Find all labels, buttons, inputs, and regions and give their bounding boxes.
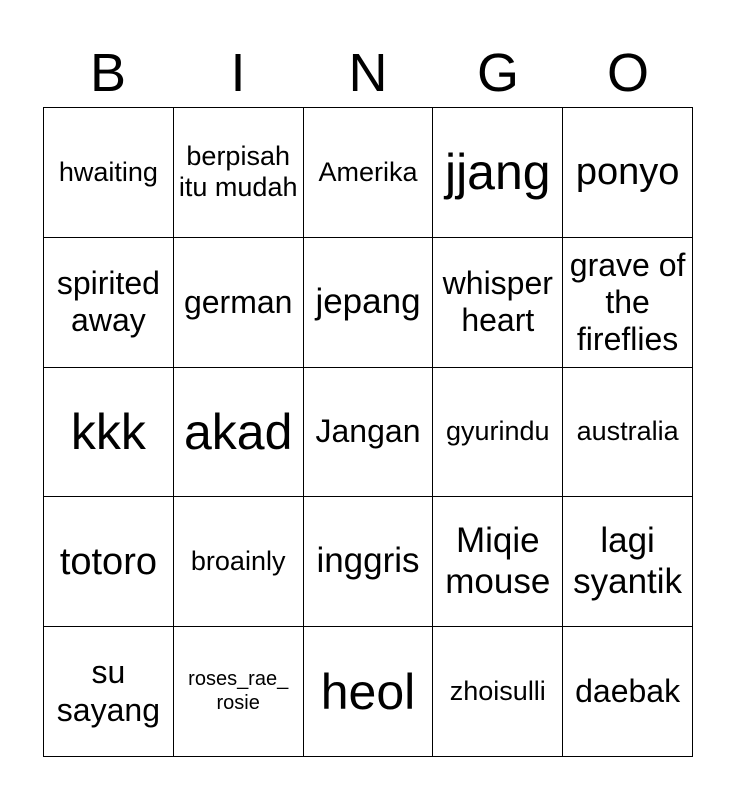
bingo-cell[interactable]	[44, 238, 174, 368]
header-letter-i: I	[230, 43, 246, 103]
bingo-cell[interactable]	[304, 627, 434, 757]
bingo-cell[interactable]	[563, 368, 693, 498]
bingo-cell[interactable]	[304, 497, 434, 627]
cell-text: lagi syantik	[573, 521, 683, 601]
bingo-cell[interactable]	[174, 368, 304, 498]
bingo-cell[interactable]	[174, 497, 304, 627]
cell-text: Jangan	[315, 413, 421, 450]
cell-text: hwaiting	[58, 156, 158, 187]
bingo-cell[interactable]	[304, 368, 434, 498]
bingo-cell[interactable]	[433, 497, 563, 627]
bingo-cell[interactable]	[44, 497, 174, 627]
cell-text: daebak	[575, 673, 681, 710]
cell-text: berpisah itu mudah	[178, 141, 298, 203]
cell-text: grave of the fireflies	[569, 246, 686, 357]
bingo-cell[interactable]	[44, 627, 174, 757]
bingo-cell[interactable]	[433, 368, 563, 498]
bingo-cell[interactable]	[433, 627, 563, 757]
cell-text: heol	[320, 663, 416, 720]
cell-text: Miqie mouse	[445, 521, 551, 601]
cell-text: spirited away	[56, 265, 160, 339]
bingo-cell[interactable]	[304, 238, 434, 368]
bingo-board	[43, 107, 693, 757]
bingo-cell[interactable]	[433, 108, 563, 238]
header-letter-o: O	[606, 43, 649, 103]
cell-text: zhoisulli	[449, 675, 546, 706]
cell-text: inggris	[316, 541, 420, 581]
header-letter-b: B	[89, 43, 127, 103]
header-letter-g: G	[476, 43, 519, 103]
header-letter-n: N	[348, 43, 388, 103]
bingo-cell[interactable]	[174, 108, 304, 238]
bingo-cell[interactable]	[44, 368, 174, 498]
cell-text: su sayang	[56, 654, 160, 728]
cell-text: jepang	[315, 281, 421, 321]
cell-text: totoro	[59, 540, 157, 583]
cell-text: australia	[576, 416, 679, 447]
cell-text: roses_rae_ rosie	[188, 668, 289, 714]
bingo-cell[interactable]	[44, 108, 174, 238]
cell-text: german	[183, 283, 293, 320]
bingo-cell[interactable]	[433, 238, 563, 368]
bingo-cell[interactable]	[563, 627, 693, 757]
cell-text: akad	[183, 403, 293, 460]
bingo-cell[interactable]	[563, 238, 693, 368]
bingo-cell[interactable]	[174, 627, 304, 757]
cell-text: jjang	[444, 144, 551, 201]
bingo-cell[interactable]	[174, 238, 304, 368]
bingo-cell[interactable]	[563, 497, 693, 627]
cell-text: Amerika	[318, 156, 418, 187]
cell-text: gyurindu	[446, 416, 550, 447]
cell-text: broainly	[190, 546, 286, 577]
cell-text: whisper heart	[442, 265, 553, 339]
bingo-cell[interactable]	[563, 108, 693, 238]
cell-text: ponyo	[575, 151, 680, 194]
cell-text: kkk	[70, 403, 146, 460]
bingo-cell[interactable]	[304, 108, 434, 238]
bingo-header	[43, 40, 693, 106]
